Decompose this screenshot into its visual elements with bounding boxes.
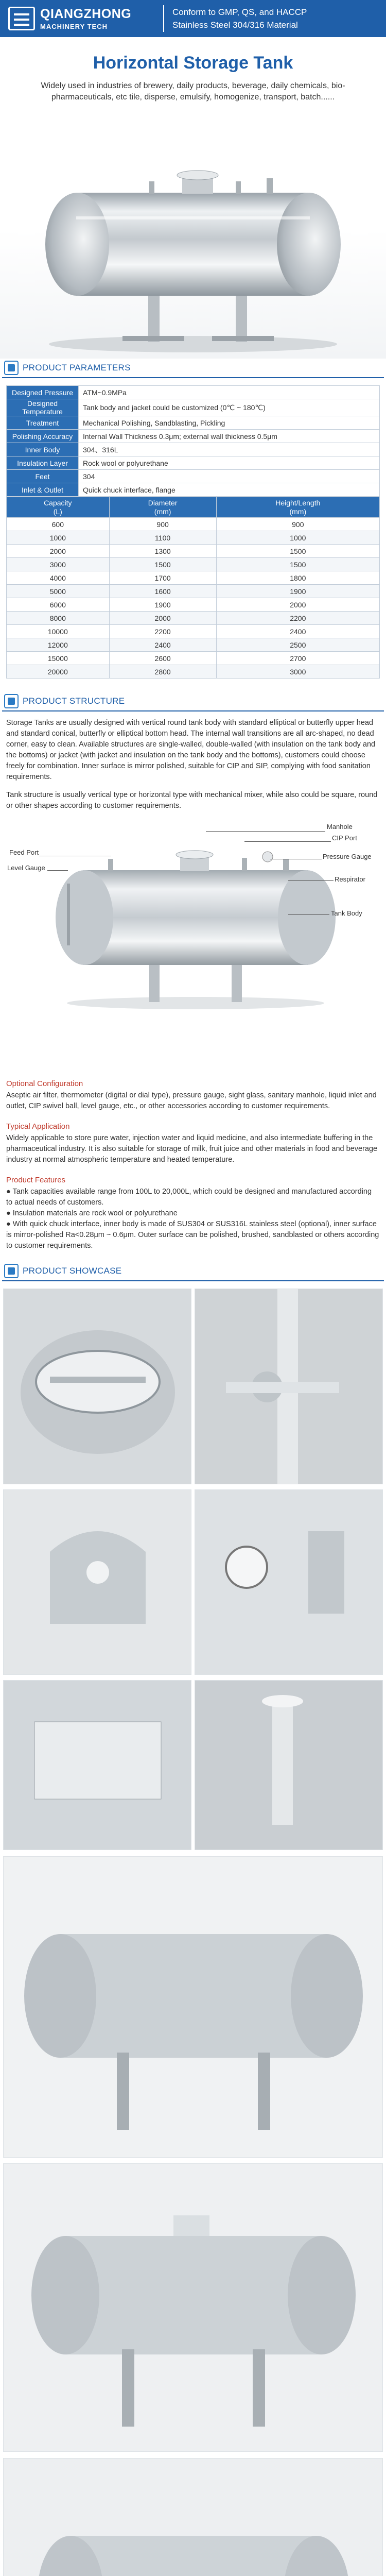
capacity-cell: 2200 bbox=[216, 612, 379, 625]
capacity-row bbox=[7, 531, 380, 545]
capacity-cell: 2700 bbox=[216, 652, 379, 665]
logo-icon bbox=[8, 7, 35, 30]
optional-config-text: Aseptic air filter, thermometer (digital or dial type), pressure gauge, sight glass, sanitary manhole, liquid inlet and outlet, CIP swivel ball, level gauge, etc., or other accessories according to customer requirements. bbox=[6, 1091, 377, 1110]
parameters-table bbox=[6, 385, 380, 497]
header-divider bbox=[163, 5, 164, 32]
capacity-cell: 1900 bbox=[109, 598, 216, 612]
showcase-gallery bbox=[0, 1281, 386, 2576]
cip-port bbox=[242, 858, 247, 871]
cert-line-2: Stainless Steel 304/316 Material bbox=[172, 20, 298, 30]
capacity-cell: 1600 bbox=[109, 585, 216, 598]
param-key: Designed Pressure bbox=[7, 386, 79, 399]
leader-line bbox=[47, 870, 68, 871]
capacity-row bbox=[7, 545, 380, 558]
label-feed-port: Feed Port bbox=[9, 849, 39, 856]
capacity-cell: 2000 bbox=[7, 545, 110, 558]
capacity-cell: 600 bbox=[7, 518, 110, 531]
tank-foot bbox=[212, 336, 274, 341]
feature-item: ● Tank capacities available range from 100L to 20,000L, which could be designed and manufactured according to actual needs of customers. bbox=[6, 1188, 372, 1207]
section-title: PRODUCT STRUCTURE bbox=[23, 696, 125, 706]
param-row bbox=[7, 399, 380, 416]
floor-shadow bbox=[67, 997, 324, 1009]
photo-tank-side[interactable] bbox=[3, 2163, 383, 2452]
capacity-col-header: Capacity (L) bbox=[7, 497, 110, 518]
diameter-col-header: Diameter (mm) bbox=[109, 497, 216, 518]
param-row bbox=[7, 386, 380, 399]
feature-item: ● With quick chuck interface, inner body is made of SUS304 or SUS316L stainless steel (optional), inner surface is mirror-polished Ra<0.28μm ~ 0.6μm. Outer surface can be polished, brushed, sandblasted or others according to customer requirements. bbox=[6, 1220, 379, 1250]
capacity-cell: 3000 bbox=[7, 558, 110, 571]
tank-head-left bbox=[56, 870, 113, 965]
param-value: ATM~0.9MPa bbox=[79, 386, 380, 399]
certification-text bbox=[172, 6, 307, 31]
capacity-cell: 2000 bbox=[109, 612, 216, 625]
label-cip-port: CIP Port bbox=[332, 834, 357, 842]
tank-body bbox=[83, 870, 308, 965]
tank-head-left bbox=[45, 193, 109, 296]
param-row bbox=[7, 483, 380, 497]
param-key: Treatment bbox=[7, 416, 79, 430]
capacity-cell: 2600 bbox=[109, 652, 216, 665]
param-value: 304 bbox=[79, 470, 380, 483]
tank-head-right bbox=[278, 870, 336, 965]
param-key: Designed Temperature bbox=[7, 399, 79, 416]
page-title: Horizontal Storage Tank bbox=[93, 53, 293, 73]
optional-config-title: Optional Configuration bbox=[6, 1079, 83, 1088]
brand-subtitle: MACHINERY TECH bbox=[40, 23, 108, 30]
structure-heading bbox=[2, 692, 384, 711]
capacity-cell: 2500 bbox=[216, 638, 379, 652]
pipe-port bbox=[149, 181, 154, 194]
capacity-cell: 12000 bbox=[7, 638, 110, 652]
hero-description: Widely used in industries of brewery, daily products, beverage, daily chemicals, bio-pharmaceuticals, etc tile, disperse, emulsify, homogenize, transport, batch...... bbox=[41, 81, 345, 101]
photo-manhole-closeup[interactable] bbox=[3, 1289, 191, 1484]
capacity-cell: 3000 bbox=[216, 665, 379, 679]
param-value: Tank body and jacket could be customized (0℃ ~ 180℃) bbox=[79, 399, 380, 416]
tank-body bbox=[76, 193, 310, 296]
brand-name: QIANGZHONG bbox=[40, 7, 132, 21]
feed-port bbox=[108, 859, 113, 871]
capacity-row bbox=[7, 585, 380, 598]
capacity-cell: 1000 bbox=[7, 531, 110, 545]
structure-paragraph-2: Tank structure is usually vertical type or horizontal type with mechanical mixer, while also could be square, round or other shapes according to customer requirements. bbox=[6, 791, 378, 810]
param-key: Inlet & Outlet bbox=[7, 483, 79, 497]
capacity-cell: 2200 bbox=[109, 625, 216, 638]
label-tank-body: Tank Body bbox=[331, 909, 362, 917]
photo-outlet-pipe[interactable] bbox=[195, 1680, 383, 1850]
photo-tank-front[interactable] bbox=[3, 1856, 383, 2158]
capacity-cell: 1000 bbox=[216, 531, 379, 545]
capacity-table bbox=[6, 497, 380, 679]
capacity-cell: 4000 bbox=[7, 571, 110, 585]
height-col-header: Height/Length (mm) bbox=[216, 497, 379, 518]
capacity-cell: 2000 bbox=[216, 598, 379, 612]
capacity-row bbox=[7, 665, 380, 679]
leader-line bbox=[288, 914, 329, 915]
param-value: Internal Wall Thickness 0.3μm; external wall thickness 0.5μm bbox=[79, 430, 380, 443]
manhole-lid bbox=[177, 171, 218, 180]
param-key: Feet bbox=[7, 470, 79, 483]
capacity-row bbox=[7, 652, 380, 665]
showcase-heading bbox=[2, 1262, 384, 1281]
section-icon bbox=[4, 361, 19, 375]
param-row bbox=[7, 443, 380, 456]
capacity-cell: 20000 bbox=[7, 665, 110, 679]
pressure-gauge bbox=[262, 852, 273, 862]
param-value: 304、316L bbox=[79, 443, 380, 456]
capacity-cell: 1800 bbox=[216, 571, 379, 585]
capacity-cell: 1900 bbox=[216, 585, 379, 598]
pipe-port bbox=[236, 181, 241, 194]
param-row bbox=[7, 416, 380, 430]
capacity-cell: 15000 bbox=[7, 652, 110, 665]
parameters-heading bbox=[2, 359, 384, 378]
level-gauge bbox=[67, 884, 70, 945]
pipe-port bbox=[267, 178, 273, 194]
photo-valve-fittings[interactable] bbox=[195, 1289, 383, 1484]
capacity-cell: 8000 bbox=[7, 612, 110, 625]
section-icon bbox=[4, 1264, 19, 1278]
label-pressure-gauge: Pressure Gauge bbox=[323, 853, 372, 860]
product-features-list bbox=[0, 1187, 386, 1251]
leader-line bbox=[244, 841, 331, 842]
capacity-row bbox=[7, 612, 380, 625]
diagram-tank-image bbox=[51, 837, 340, 1012]
param-key: Inner Body bbox=[7, 443, 79, 456]
photo-leg-bracket[interactable] bbox=[3, 1489, 191, 1675]
param-value: Quick chuck interface, flange bbox=[79, 483, 380, 497]
capacity-row bbox=[7, 598, 380, 612]
param-key: Polishing Accuracy bbox=[7, 430, 79, 443]
structure-diagram bbox=[0, 811, 386, 1072]
section-icon bbox=[4, 694, 19, 708]
capacity-row bbox=[7, 571, 380, 585]
typical-application-title: Typical Application bbox=[6, 1122, 70, 1131]
section-title: PRODUCT SHOWCASE bbox=[23, 1266, 122, 1276]
photo-tank-angle[interactable] bbox=[3, 2458, 383, 2576]
leader-line bbox=[288, 880, 334, 881]
capacity-cell: 900 bbox=[109, 518, 216, 531]
typical-application-text: Widely applicable to store pure water, injection water and liquid medicine, and also intermediate buffering in the pharmaceutical industry. It is also suitable for storage of milk, fruit juice and other materials in food and beverage industry at normal atmospheric temperature and heated temperature. bbox=[6, 1134, 378, 1164]
capacity-cell: 10000 bbox=[7, 625, 110, 638]
tank-highlight bbox=[76, 216, 310, 219]
capacity-row bbox=[7, 518, 380, 531]
brand-logo[interactable] bbox=[8, 7, 155, 30]
param-row bbox=[7, 470, 380, 483]
tank-foot bbox=[122, 336, 184, 341]
capacity-cell: 1500 bbox=[216, 558, 379, 571]
tank-product-image bbox=[40, 156, 346, 355]
header-banner bbox=[0, 0, 386, 37]
param-value: Rock wool or polyurethane bbox=[79, 456, 380, 470]
hero-section bbox=[0, 37, 386, 359]
cert-line-1: Conform to GMP, QS, and HACCP bbox=[172, 7, 307, 17]
capacity-row bbox=[7, 558, 380, 571]
manhole-lid bbox=[176, 851, 213, 859]
label-manhole: Manhole bbox=[327, 823, 353, 831]
capacity-cell: 5000 bbox=[7, 585, 110, 598]
capacity-cell: 1500 bbox=[216, 545, 379, 558]
capacity-row bbox=[7, 625, 380, 638]
label-respirator: Respirator bbox=[335, 875, 365, 883]
capacity-cell: 1700 bbox=[109, 571, 216, 585]
floor-shadow bbox=[49, 336, 337, 352]
feature-item: ● Insulation materials are rock wool or polyurethane bbox=[6, 1209, 178, 1217]
param-value: Mechanical Polishing, Sandblasting, Pickling bbox=[79, 416, 380, 430]
capacity-row bbox=[7, 638, 380, 652]
param-row bbox=[7, 430, 380, 443]
capacity-cell: 2400 bbox=[109, 638, 216, 652]
product-features-title: Product Features bbox=[6, 1176, 66, 1184]
respirator bbox=[283, 859, 289, 871]
tank-head-right bbox=[277, 193, 341, 296]
structure-paragraph-1: Storage Tanks are usually designed with vertical round tank body with standard elliptical or butterfly upper head and standard conical, butterfly or elliptical bottom head. The internal wall transitions are all arc-shaped, no dead corner, easy to clean. Available structures are single-walled, double-walled (with insulation on the tank body and the bottoms) or jacket (with jacket and insulation on the tank body and the bottoms), customers could choose freely for combination. Inner surface is mirror polished, suitable for CIP and SIP, complying with food sanitation requirements. bbox=[6, 719, 376, 781]
section-title: PRODUCT PARAMETERS bbox=[23, 363, 131, 372]
photo-nameplate[interactable] bbox=[3, 1680, 191, 1850]
label-level-gauge: Level Gauge bbox=[7, 864, 45, 872]
capacity-cell: 1100 bbox=[109, 531, 216, 545]
capacity-cell: 1300 bbox=[109, 545, 216, 558]
param-row bbox=[7, 456, 380, 470]
param-key: Insulation Layer bbox=[7, 456, 79, 470]
photo-gauges[interactable] bbox=[195, 1489, 383, 1675]
capacity-cell: 2800 bbox=[109, 665, 216, 679]
capacity-cell: 1500 bbox=[109, 558, 216, 571]
capacity-cell: 900 bbox=[216, 518, 379, 531]
capacity-cell: 6000 bbox=[7, 598, 110, 612]
leader-line bbox=[206, 831, 325, 832]
capacity-cell: 2400 bbox=[216, 625, 379, 638]
